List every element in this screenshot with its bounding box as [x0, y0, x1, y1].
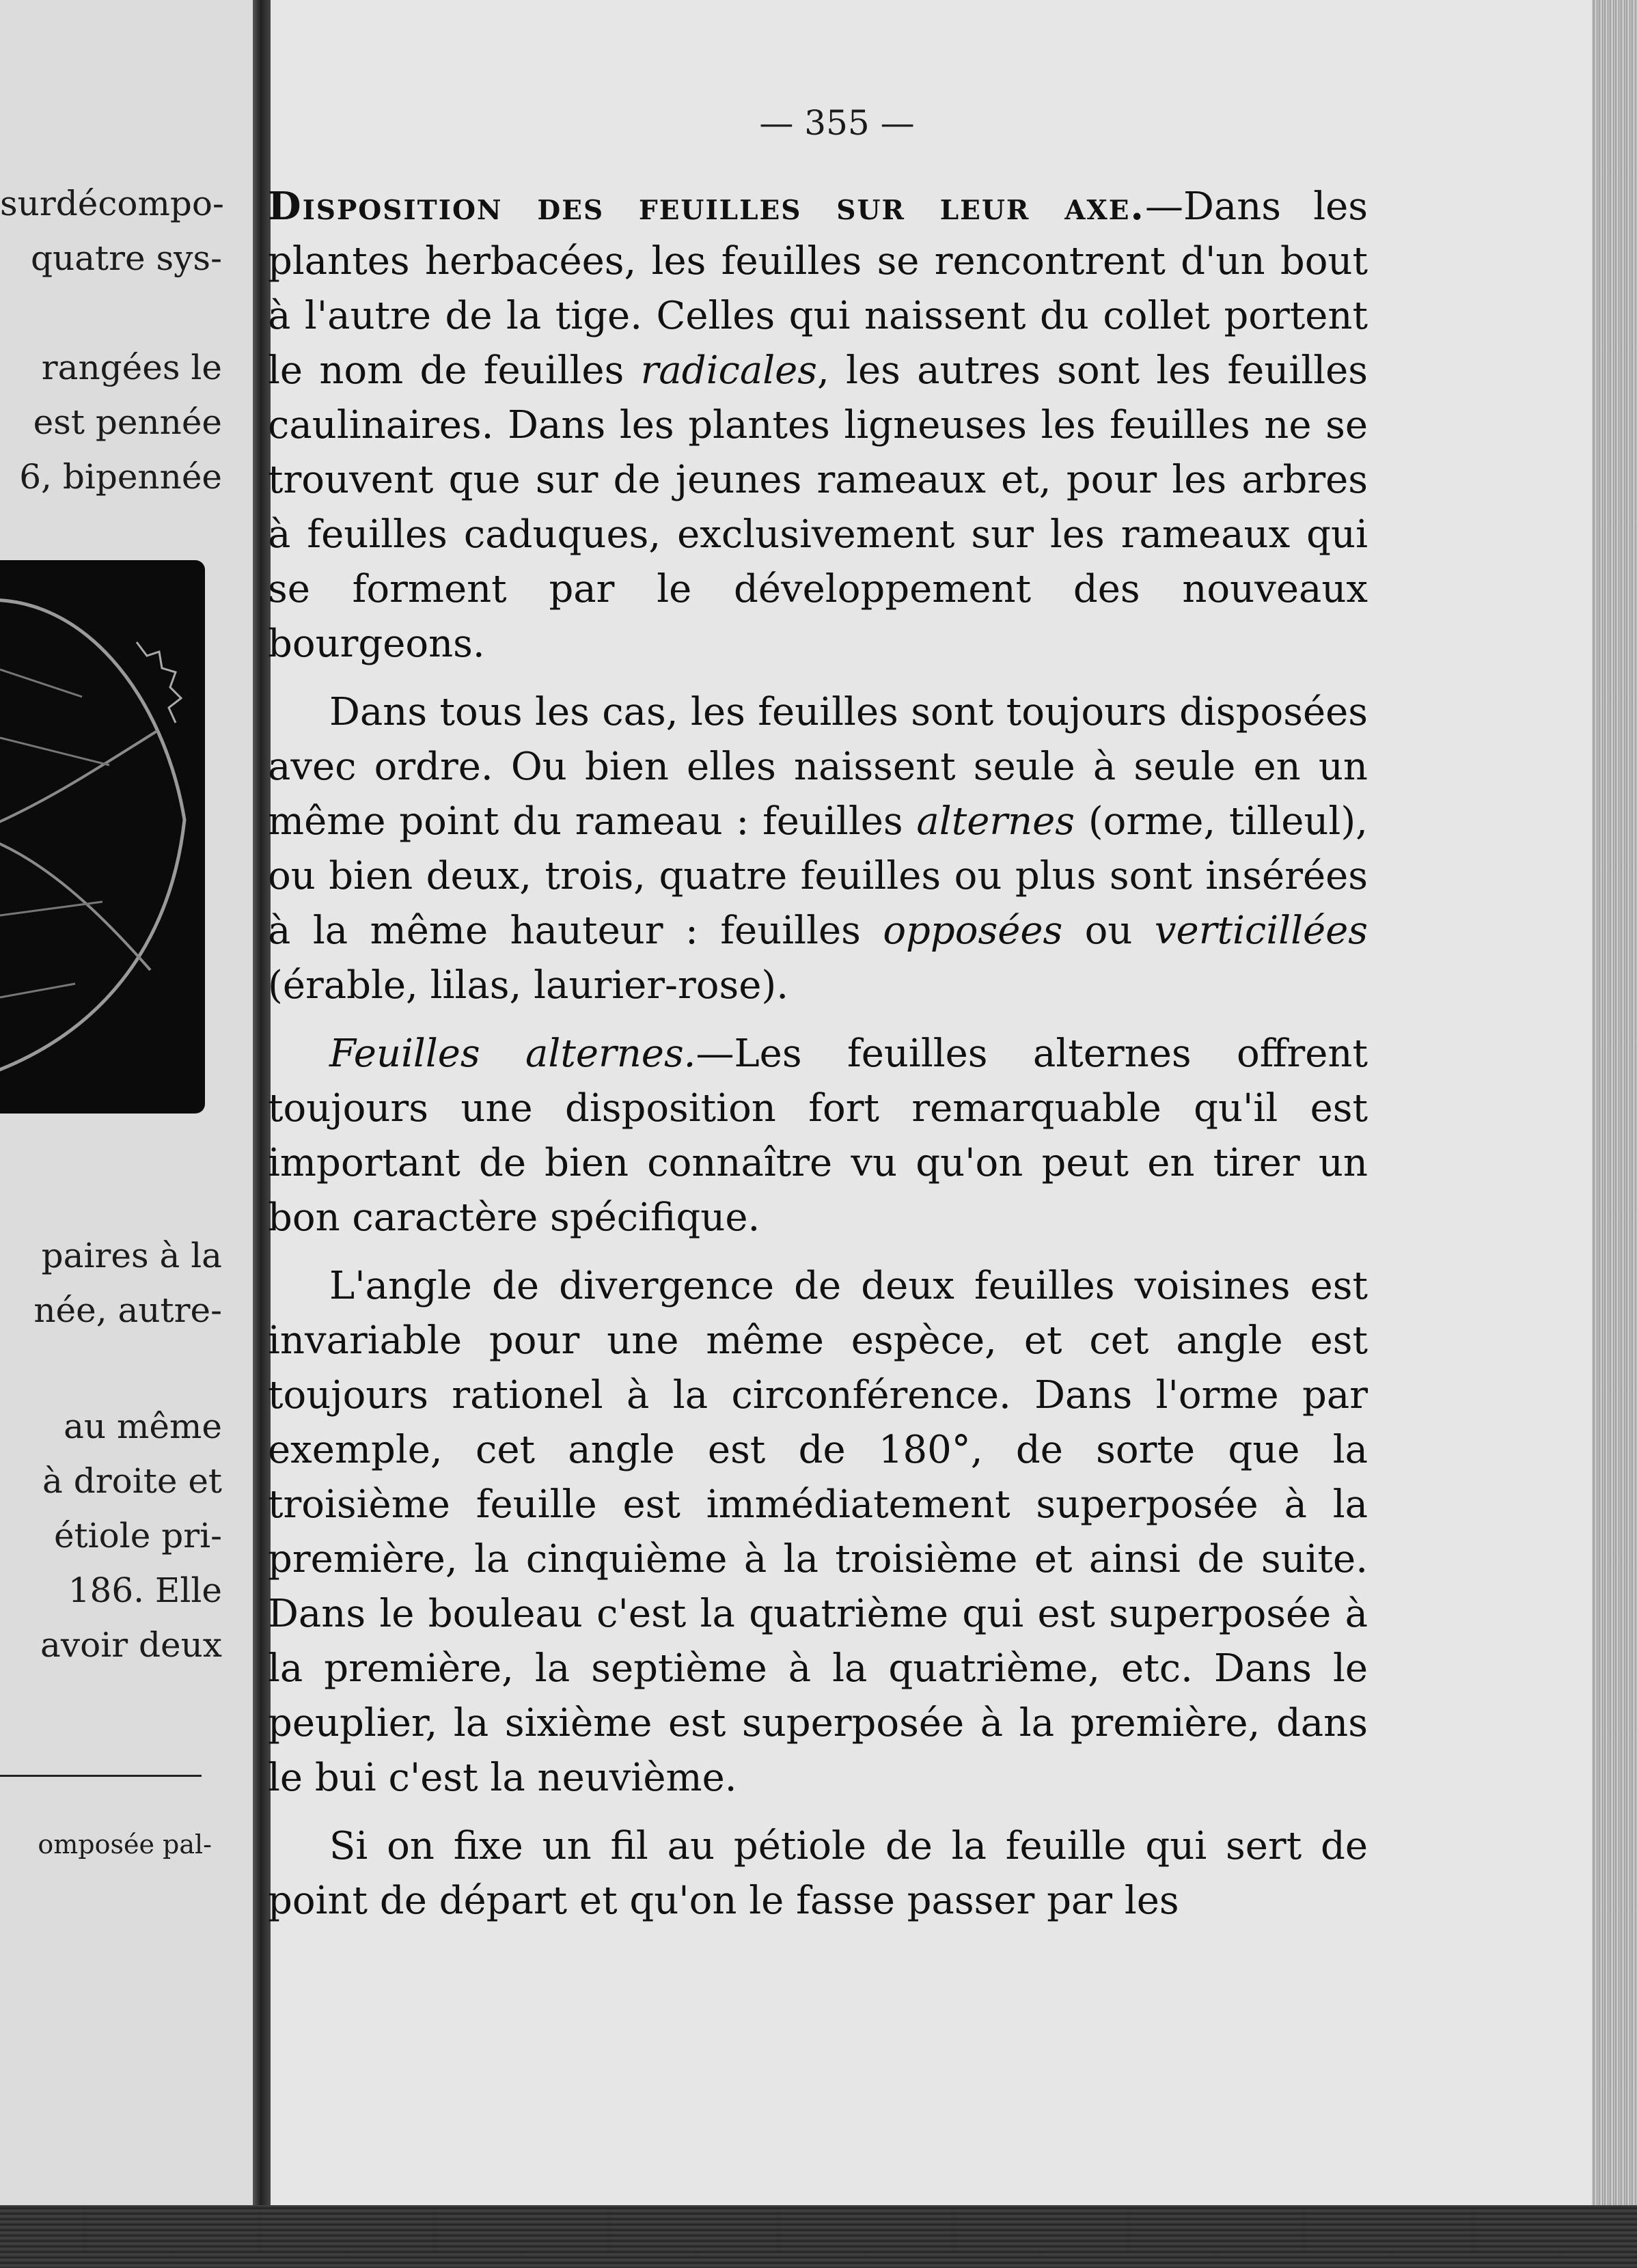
paragraph-text: Si on fixe un fil au pétiole de la feuille qui sert de point de départ et qu'on le fasse passer par les	[268, 1824, 1368, 1923]
paragraph-text: (érable, lilas, laurier-rose).	[268, 963, 788, 1008]
left-facing-page	[0, 0, 260, 2268]
left-text-line: surdécompo-	[0, 184, 224, 223]
italic-term: radicales	[640, 348, 818, 393]
section-heading: Disposition des feuilles sur leur axe.	[268, 184, 1145, 229]
paragraph-text: L'angle de divergence de deux feuilles voisines est invariable pour une même espèce, et cet angle est toujours rationel à la circonférence. Dans l'orme par exemple, cet angle est de 180°, de sorte que la troisième feuille est immédiatement superposée à la première, la cinquième à la troisième et ainsi de suite. Dans le bouleau c'est la quatrième qui est superposée à la première, la septième à la quatrième, etc. Dans le peuplier, la sixième est superposée à la première, dans le bui c'est la neuvième.	[268, 1264, 1368, 1800]
page-edges	[1592, 0, 1637, 2268]
paragraph-text: Dans tous les cas, les feuilles sont toujours disposées avec ordre. Ou bien elles naissent seule à seule en un même point du rameau : feuilles	[268, 690, 1368, 844]
left-text-line: à droite et	[42, 1461, 222, 1501]
table-surface	[0, 2205, 1637, 2268]
left-text-line: née, autre-	[33, 1290, 222, 1330]
left-text-line: avoir deux	[40, 1625, 222, 1665]
left-text-line: est pennée	[33, 402, 222, 442]
leaf-illustration-icon	[0, 560, 205, 1114]
paragraph-disposition	[268, 179, 1368, 672]
footnote-divider	[0, 1775, 202, 1777]
paragraph-order	[268, 685, 1368, 1013]
page-body	[268, 179, 1368, 1942]
italic-term: opposées	[883, 909, 1063, 953]
paragraph-text: —Les feuilles alternes offrent toujours une disposition fort remarquable qu'il est important de bien connaître vu qu'on peut en tirer un bon caractère spécifique.	[268, 1032, 1368, 1240]
paragraph-alternes	[268, 1027, 1368, 1245]
italic-term: verticillées	[1154, 909, 1368, 953]
left-footnote: omposée pal-	[38, 1829, 212, 1859]
leaf-photograph	[0, 560, 205, 1114]
paragraph-text: , les autres sont les feuilles caulinaires. Dans les plantes ligneuses les feuilles ne se trouvent que sur de jeunes rameaux et, pour les arbres à feuilles caduques, exclusivement sur les rameaux qui se forment par le développement des nouveaux bourgeons.	[268, 348, 1368, 666]
left-text-line: rangées le	[41, 348, 222, 387]
paragraph-divergence	[268, 1259, 1368, 1806]
left-text-line: au même	[64, 1407, 222, 1446]
paragraph-text: (orme, tilleul), ou bien deux, trois, quatre feuilles ou plus sont insérées à la même hauteur : feuilles	[268, 799, 1368, 953]
left-text-line: paires à la	[41, 1236, 222, 1275]
left-text-line: étiole pri-	[53, 1516, 222, 1555]
paragraph-fil	[268, 1819, 1368, 1928]
left-text-line: 186. Elle	[68, 1571, 222, 1610]
left-text-line: 6, bipennée	[19, 457, 222, 497]
page-number: — 355 —	[759, 103, 915, 143]
section-heading: Feuilles alternes.	[329, 1032, 696, 1076]
paragraph-text: —Dans les plantes herbacées, les feuilles se rencontrent d'un bout à l'autre de la tige. Celles qui naissent du collet portent le nom de feuilles	[268, 184, 1368, 393]
paragraph-text: ou	[1062, 909, 1155, 953]
left-text-line: quatre sys-	[31, 238, 222, 278]
italic-term: alternes	[916, 799, 1075, 844]
